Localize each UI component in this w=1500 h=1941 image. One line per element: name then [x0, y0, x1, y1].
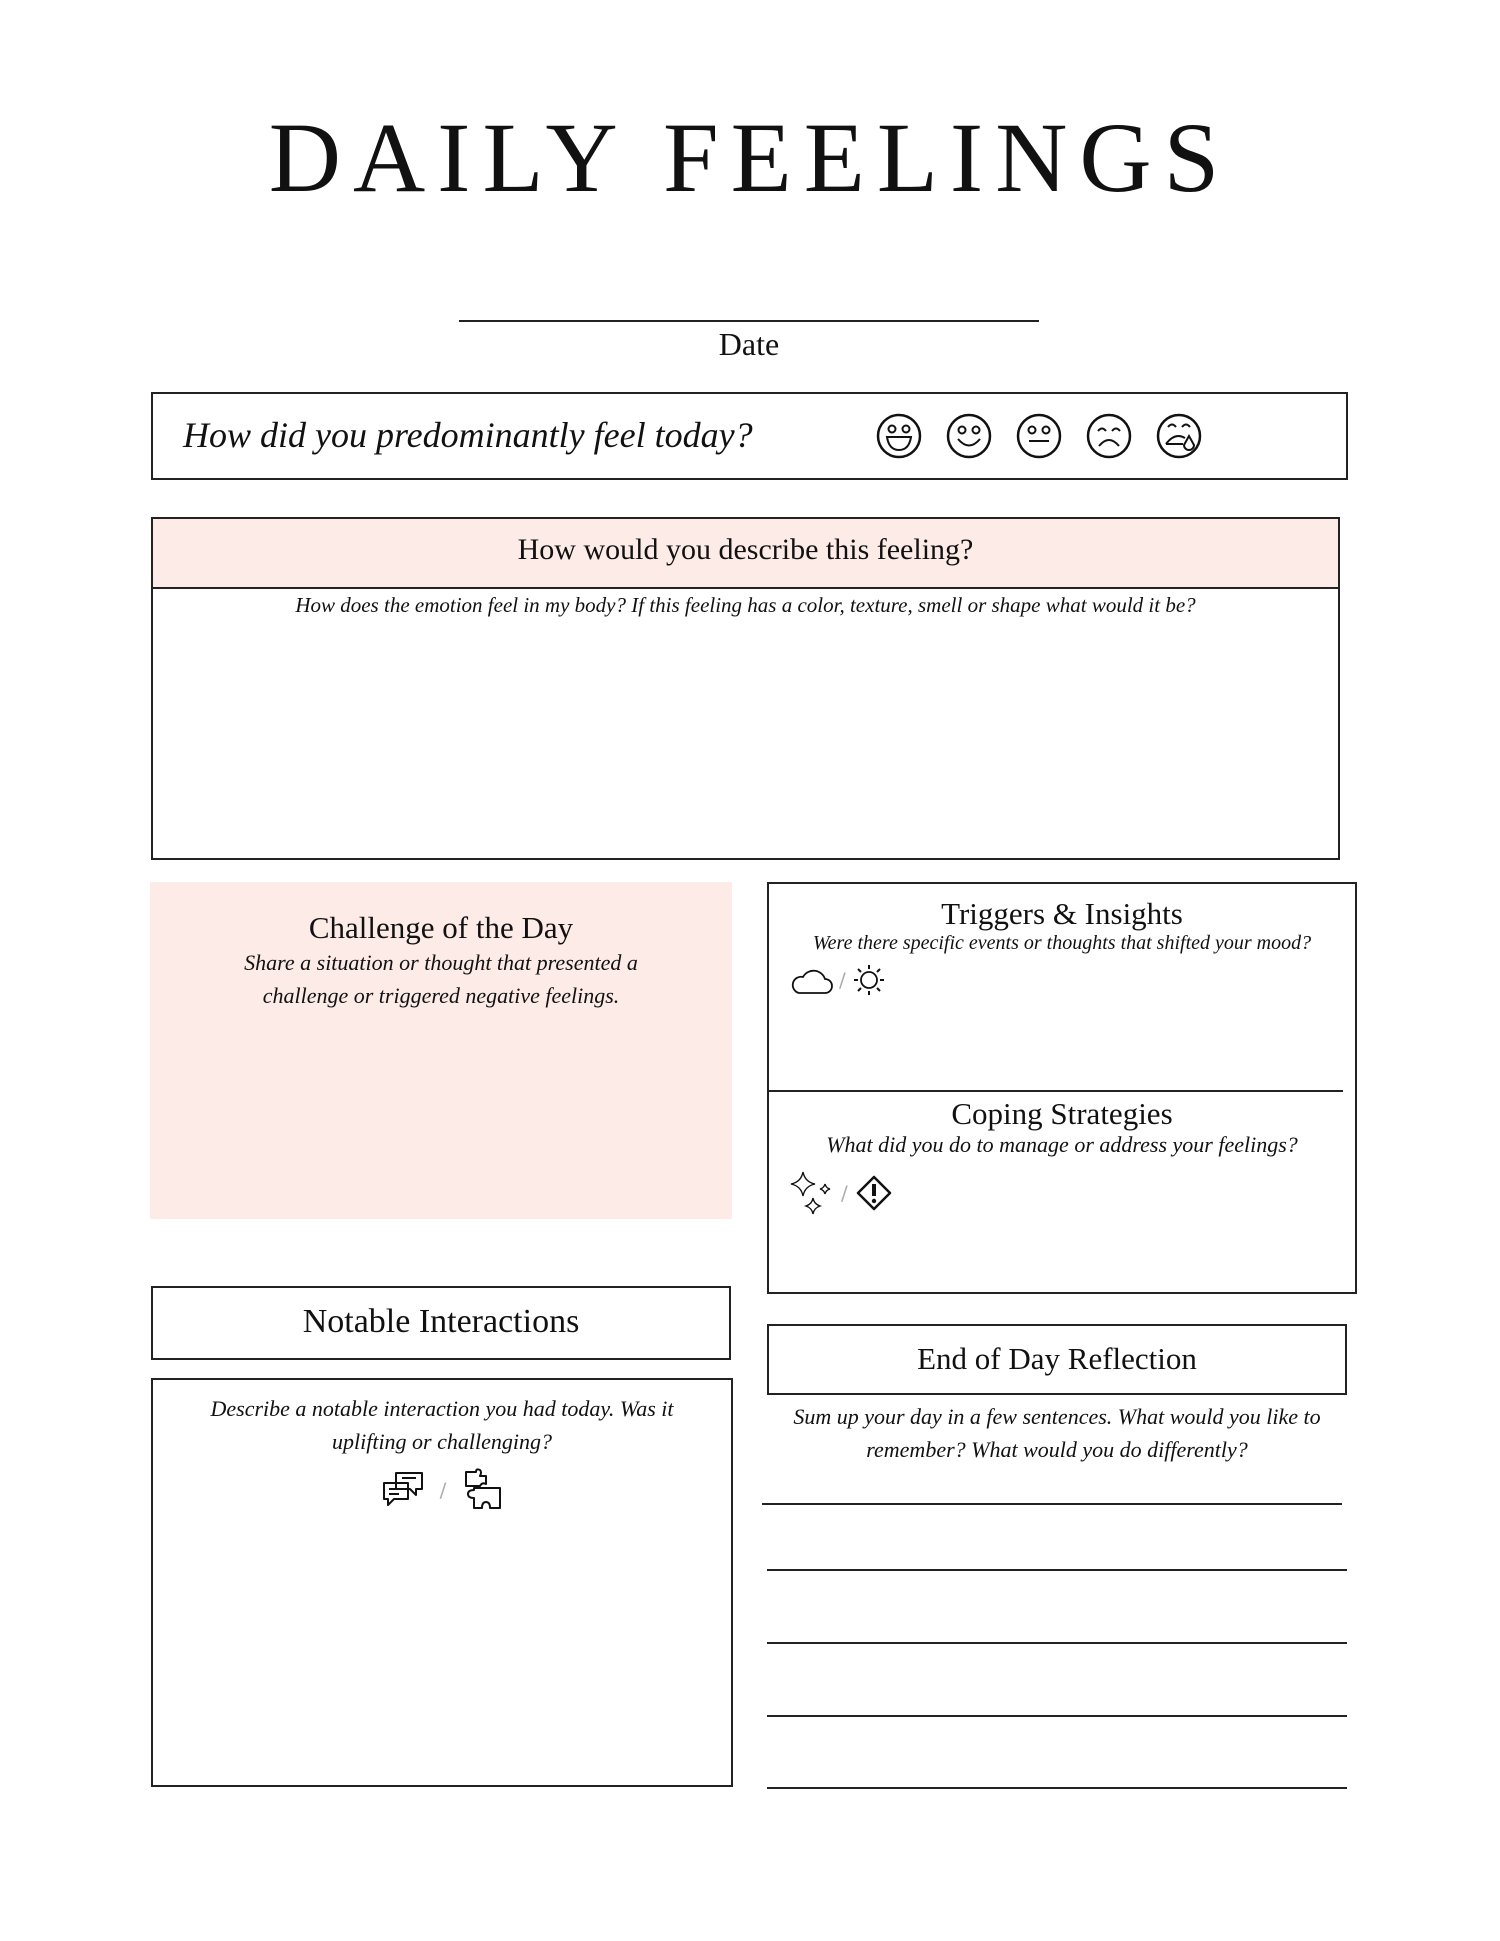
triggers-separator: / [839, 968, 846, 992]
reflection-line-4[interactable] [767, 1715, 1347, 1717]
reflection-line-1[interactable] [762, 1503, 1342, 1505]
coping-separator: / [841, 1181, 848, 1205]
reflection-line-3[interactable] [767, 1642, 1347, 1644]
neutral-face-icon[interactable] [1015, 412, 1063, 460]
crying-face-icon[interactable] [1155, 412, 1203, 460]
describe-prompt: How does the emotion feel in my body? If this feeling has a color, texture, smell or shape what would it be? [295, 593, 1196, 617]
sad-face-icon[interactable] [1085, 412, 1133, 460]
reflection-line-5[interactable] [767, 1787, 1347, 1789]
interactions-prompt: Describe a notable interaction you had today. Was it uplifting or challenging? [210, 1396, 674, 1454]
challenge-prompt: Share a situation or thought that presented a challenge or triggered negative feelings. [244, 950, 638, 1008]
cloud-icon [791, 965, 833, 995]
triggers-coping-box [767, 882, 1357, 1294]
triggers-section[interactable] [769, 884, 1355, 1090]
puzzle-icon [460, 1468, 504, 1512]
triggers-heading: Triggers & Insights [941, 896, 1183, 931]
interactions-separator: / [439, 1478, 447, 1502]
date-input-line[interactable] [459, 320, 1039, 322]
feel-question: How did you predominantly feel today? [183, 415, 753, 455]
interactions-box[interactable] [151, 1378, 733, 1787]
warning-diamond-icon [856, 1175, 892, 1211]
challenge-heading: Challenge of the Day [308, 910, 574, 945]
coping-section[interactable] [769, 1092, 1355, 1292]
reflection-prompt: Sum up your day in a few sentences. What would you like to remember? What would you do differently? [793, 1404, 1321, 1462]
reflection-line-2[interactable] [767, 1569, 1347, 1571]
page-title: DAILY FEELINGS [268, 102, 1232, 213]
challenge-box[interactable] [150, 882, 732, 1219]
triggers-prompt: Were there specific events or thoughts that shifted your mood? [812, 932, 1312, 954]
chat-bubbles-icon [380, 1469, 426, 1511]
feel-box [151, 392, 1348, 480]
date-label: Date [718, 326, 780, 362]
sparkles-icon [789, 1170, 833, 1216]
very-happy-face-icon[interactable] [875, 412, 923, 460]
describe-heading: How would you describe this feeling? [153, 519, 1338, 589]
reflection-heading: End of Day Reflection [767, 1324, 1347, 1395]
sun-icon [852, 963, 886, 997]
mood-options [875, 412, 1203, 460]
coping-heading: Coping Strategies [951, 1096, 1173, 1131]
smile-face-icon[interactable] [945, 412, 993, 460]
interactions-heading: Notable Interactions [151, 1286, 731, 1360]
coping-prompt: What did you do to manage or address your feelings? [826, 1132, 1298, 1157]
describe-feeling-box[interactable] [151, 517, 1340, 860]
